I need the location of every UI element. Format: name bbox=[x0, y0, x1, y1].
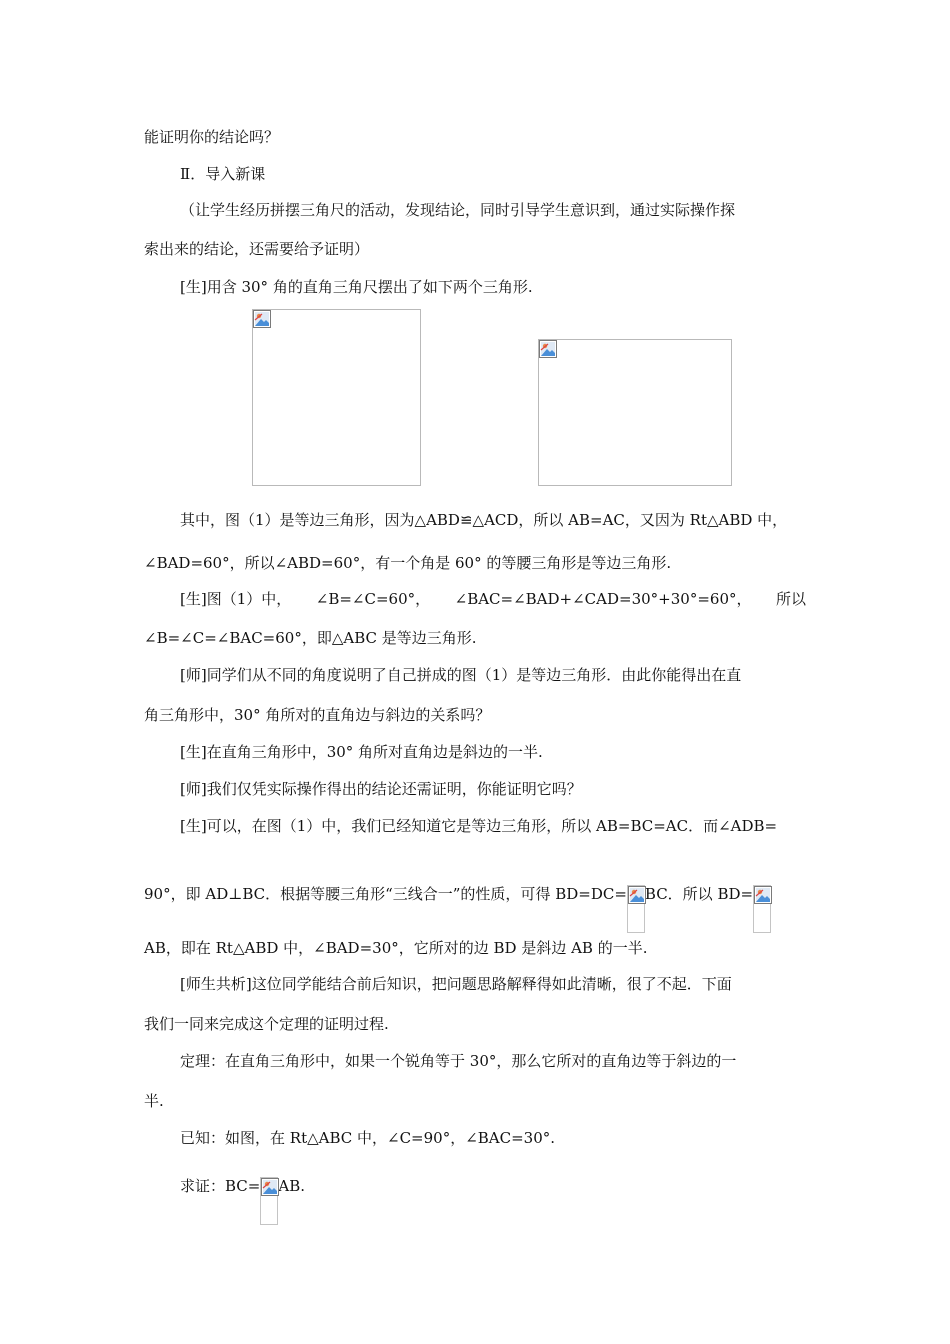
text-line-with-fractions bbox=[144, 884, 771, 933]
text-line-justified bbox=[180, 589, 806, 609]
text-segment: ∠B=∠C=60°， bbox=[315, 590, 431, 608]
prove-line bbox=[180, 1176, 305, 1225]
text-segment: BC．所以 BD= bbox=[644, 885, 754, 903]
figure-1-image bbox=[252, 309, 421, 486]
text-segment: 所以 bbox=[775, 590, 806, 608]
broken-image-icon bbox=[754, 886, 772, 904]
figure-2-image bbox=[538, 339, 732, 486]
text-line: AB，即在 Rt△ABD 中，∠BAD=30°，它所对的边 BD 是斜边 AB 的一半. bbox=[144, 939, 648, 957]
text-line: [生]用含 30° 角的直角三角尺摆出了如下两个三角形. bbox=[180, 278, 533, 296]
broken-image-icon bbox=[261, 1178, 279, 1196]
text-line: 角三角形中，30° 角所对的直角边与斜边的关系吗？ bbox=[144, 706, 491, 724]
text-line: 能证明你的结论吗？ bbox=[144, 128, 280, 146]
theorem-line: 定理：在直角三角形中，如果一个锐角等于 30°，那么它所对的直角边等于斜边的一 bbox=[180, 1052, 737, 1070]
section-heading: Ⅱ．导入新课 bbox=[180, 165, 266, 183]
text-line: 索出来的结论，还需要给予证明） bbox=[144, 240, 370, 258]
text-line: [师]同学们从不同的角度说明了自己拼成的图（1）是等边三角形．由此你能得出在直 bbox=[180, 666, 742, 684]
text-segment: ∠BAC=∠BAD+∠CAD=30°+30°=60°， bbox=[454, 590, 752, 608]
fraction-image bbox=[260, 1177, 278, 1225]
text-line: 我们一同来完成这个定理的证明过程. bbox=[144, 1015, 389, 1033]
text-segment: [生]图（1）中， bbox=[180, 590, 292, 608]
text-line: ∠B=∠C=∠BAC=60°，即△ABC 是等边三角形. bbox=[144, 629, 477, 647]
given-line: 已知：如图，在 Rt△ABC 中，∠C=90°，∠BAC=30°. bbox=[180, 1129, 556, 1147]
text-line: 其中，图（1）是等边三角形，因为△ABD≌△ACD，所以 AB=AC，又因为 Rt△ABD 中， bbox=[180, 511, 788, 529]
text-segment: 求证：BC= bbox=[180, 1177, 261, 1195]
broken-image-icon bbox=[253, 310, 271, 328]
text-line: 半. bbox=[144, 1092, 164, 1110]
text-segment: 90°，即 AD⊥BC．根据等腰三角形“三线合一”的性质，可得 BD=DC= bbox=[144, 885, 627, 903]
text-line: [生]在直角三角形中，30° 角所对直角边是斜边的一半. bbox=[180, 743, 543, 761]
text-segment: AB. bbox=[278, 1177, 305, 1195]
text-line: ∠BAD=60°，所以∠ABD=60°，有一个角是 60° 的等腰三角形是等边三角形. bbox=[144, 554, 672, 572]
text-line: [生]可以，在图（1）中，我们已经知道它是等边三角形，所以 AB=BC=AC．而∠ADB= bbox=[180, 817, 778, 835]
broken-image-icon bbox=[628, 886, 646, 904]
fraction-image bbox=[627, 885, 645, 933]
broken-image-icon bbox=[539, 340, 557, 358]
text-line: [师]我们仅凭实际操作得出的结论还需证明，你能证明它吗？ bbox=[180, 780, 582, 798]
fraction-image bbox=[753, 885, 771, 933]
text-line: [师生共析]这位同学能结合前后知识，把问题思路解释得如此清晰，很了不起．下面 bbox=[180, 975, 732, 993]
text-line: （让学生经历拼摆三角尺的活动，发现结论，同时引导学生意识到，通过实际操作探 bbox=[180, 201, 736, 219]
